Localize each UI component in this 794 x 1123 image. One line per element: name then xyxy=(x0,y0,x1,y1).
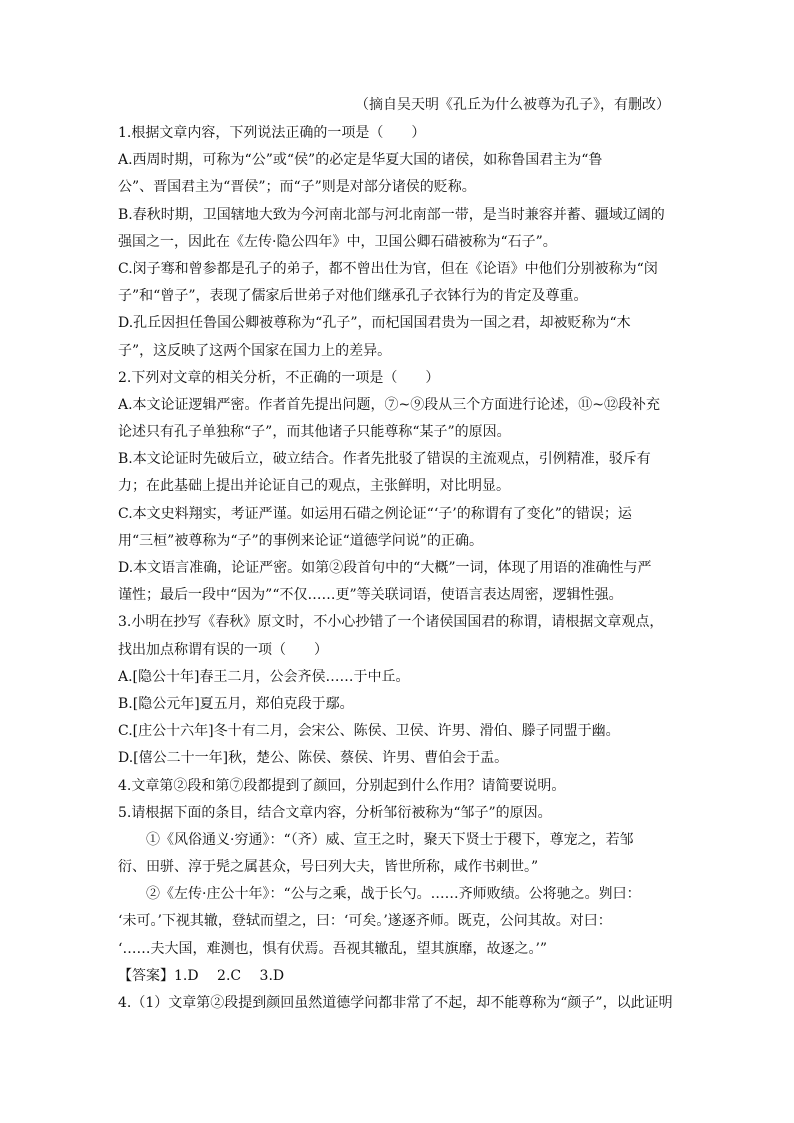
text-line: 2.下列对文章的相关分析，不正确的一项是（ ） xyxy=(118,369,440,386)
text-line: B.春秋时期，卫国辖地大致为今河南北部与河北南部一带，是当时兼容并蓄、疆域辽阔的 xyxy=(118,206,665,223)
text-line: C.[庄公十六年]冬十有二月，会宋公、陈侯、卫侯、许男、滑伯、滕子同盟于幽。 xyxy=(118,723,620,740)
text-line: ‘……夫大国，难测也，惧有伏焉。吾视其辙乱，望其旗靡，故逐之。’” xyxy=(118,940,548,957)
text-line: 5.请根据下面的条目，结合文章内容，分析邹衍被称为“邹子”的原因。 xyxy=(118,804,552,821)
text-line: 衍、田骈、淳于髡之属甚众，号曰列大夫，皆世所称，咸作书刺世。” xyxy=(118,859,539,876)
text-line: 强国之一，因此在《左传·隐公四年》中，卫国公卿石碏被称为“石子”。 xyxy=(118,233,557,250)
text-line: 4.（1）文章第②段提到颜回虽然道德学问都非常了不起，却不能尊称为“颜子”，以此证明 xyxy=(118,995,673,1011)
text-line: 子”，这反映了这两个国家在国力上的差异。 xyxy=(118,342,392,359)
text-line: D.[僖公二十一年]秋，楚公、陈侯、蔡侯、许男、曹伯会于盂。 xyxy=(118,750,509,767)
text-line: 公”、晋国君主为“晋侯”；而“子”则是对部分诸侯的贬称。 xyxy=(118,179,476,196)
text-line: 用“三桓”被尊称为“子”的事例来论证“道德学问说”的正确。 xyxy=(118,532,483,549)
document-body xyxy=(118,120,678,1017)
text-line: 4.文章第②段和第⑦段都提到了颜回，分别起到什么作用？请简要说明。 xyxy=(118,777,566,794)
text-line: 1.根据文章内容，下列说法正确的一项是（ ） xyxy=(118,125,426,141)
text-line: ①《风俗通义·穷通》：“（齐）威、宣王之时，聚天下贤士于稷下，尊宠之，若邹 xyxy=(146,831,634,848)
text-line: C.本文史料翔实，考证严谨。如运用石碏之例论证“‘子’的称谓有了变化”的错误；运 xyxy=(118,505,632,522)
text-line: A.[隐公十年]春王二月，公会齐侯……于中丘。 xyxy=(118,668,410,685)
text-line: B.[隐公元年]夏五月，郑伯克段于鄢。 xyxy=(118,695,354,712)
text-line: D.本文语言准确，论证严密。如第②段首句中的“大概”一词，体现了用语的准确性与严 xyxy=(118,560,652,576)
text-line: C.闵子骞和曾参都是孔子的弟子，都不曾出仕为官，但在《论语》中他们分别被称为“闵 xyxy=(118,260,658,277)
text-line: 谨性；最后一段中“因为”“不仅……更”等关联词语，使语言表达周密，逻辑性强。 xyxy=(118,587,623,604)
source-note: （摘自吴天明《孔丘为什么被尊为孔子》，有删改） xyxy=(355,97,670,113)
text-line: 力；在此基础上提出并论证自己的观点，主张鲜明，对比明显。 xyxy=(118,478,510,495)
text-line: B.本文论证时先破后立，破立结合。作者先批驳了错误的主流观点，引例精准，驳斥有 xyxy=(118,451,651,468)
text-line: ‘未可。’下视其辙，登轼而望之，曰：‘可矣。’遂逐齐师。既克，公问其故。对曰： xyxy=(118,913,612,930)
text-line: 【答案】1.D 2.C 3.D xyxy=(118,967,285,984)
text-line: ②《左传·庄公十年》：“公与之乘，战于长勺。……齐师败绩。公将驰之。刿曰： xyxy=(146,886,641,903)
text-line: D.孔丘因担任鲁国公卿被尊称为“孔子”，而杞国国君贵为一国之君，却被贬称为“木 xyxy=(118,315,631,332)
text-line: 子”和“曾子”，表现了儒家后世弟子对他们继承孔子衣钵行为的肯定及尊重。 xyxy=(118,288,588,305)
text-line: 论述只有孔子单独称“子”，而其他诸子只能尊称“某子”的原因。 xyxy=(118,424,511,441)
text-line: A.本文论证逻辑严密。作者首先提出问题，⑦~⑨段从三个方面进行论述，⑪~⑫段补充 xyxy=(118,396,661,413)
text-line: 3.小明在抄写《春秋》原文时，不小心抄错了一个诸侯国国君的称谓，请根据文章观点， xyxy=(118,614,664,631)
text-line: A.西周时期，可称为“公”或“侯”的必定是华夏大国的诸侯，如称鲁国君主为“鲁 xyxy=(118,152,603,169)
text-line: 找出加点称谓有误的一项（ ） xyxy=(118,641,328,658)
